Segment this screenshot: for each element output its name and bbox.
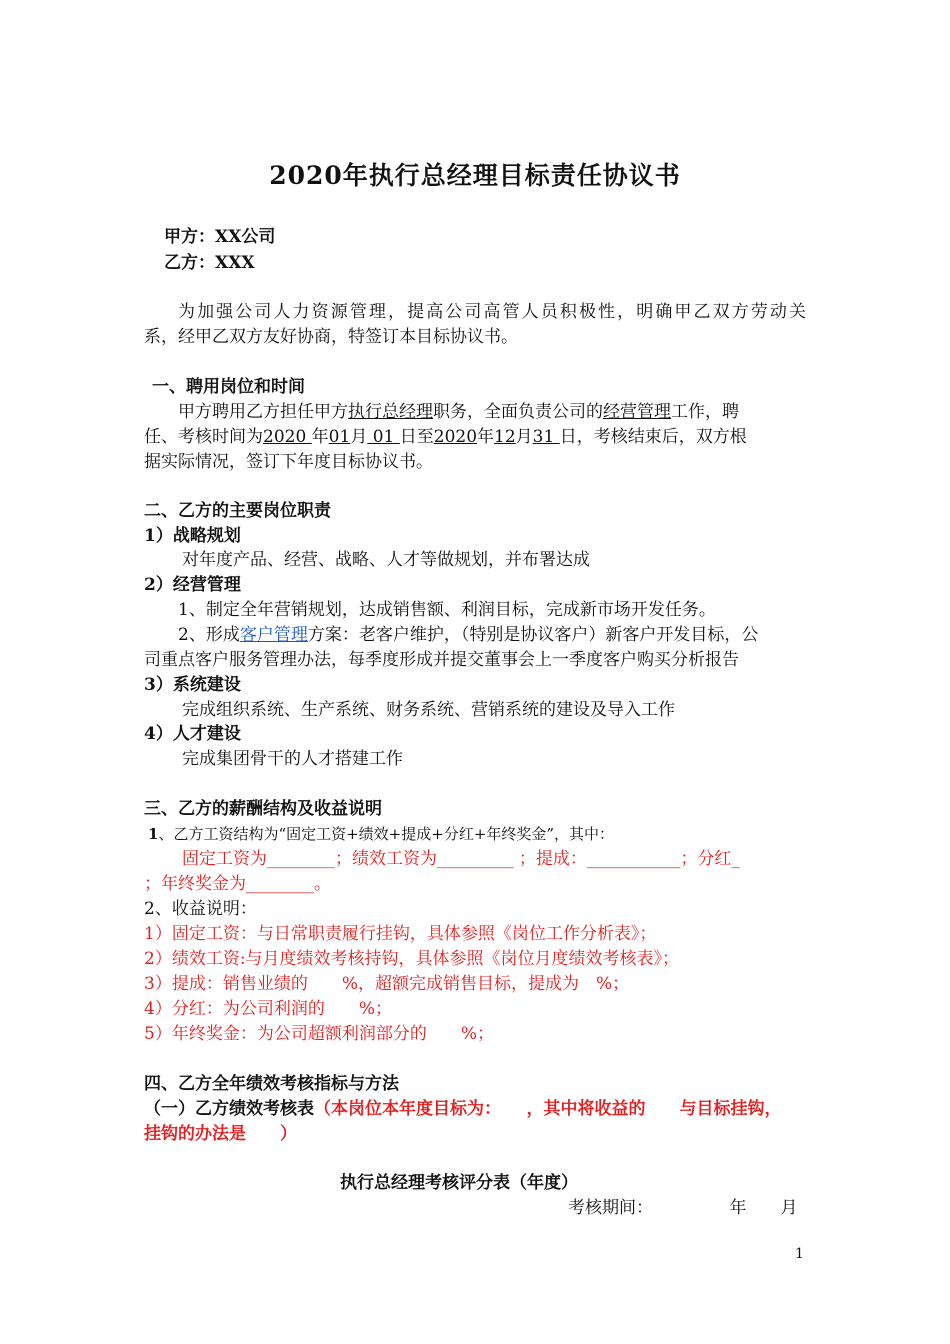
text: （一）乙方绩效考核表 [144,1099,314,1119]
section-1-line-2 [144,424,747,450]
assessment-period: 考核期间： 年 月 [568,1198,798,1218]
scope-name: 经营管理 [603,402,671,422]
duty-3-title: 3）系统建设 [144,675,241,695]
section-1-line-3: 据实际情况，签订下年度目标协议书。 [144,452,433,472]
text: 方案：老客户维护，（特别是协议客户）新客户开发目标，公 [307,625,759,645]
income-heading: 2、收益说明： [144,899,257,919]
income-item-5: 5）年终奖金：为公司超额利润部分的 %； [144,1024,494,1044]
duty-1-title: 1）战略规划 [144,526,241,546]
income-item-2: 2）绩效工资:与月度绩效考核持钩，具体参照《岗位月度绩效考核表》； [144,949,680,969]
end-month: 12 [494,427,516,447]
duty-2-text-2 [178,622,758,648]
text: 年 [477,427,495,447]
start-day: 01 [367,427,400,447]
section-3-heading: 三、乙方的薪酬结构及收益说明 [144,799,382,819]
end-year: 2020 [433,427,478,447]
document-title: 2020年执行总经理目标责任协议书 [269,161,681,190]
text: 1 [148,825,159,843]
text: 月 [515,427,533,447]
text: 职务，全面负责公司的 [433,402,603,422]
party-a: 甲方：XX公司 [164,227,276,247]
salary-fill-line-2: ；年终奖金为________。 [144,874,331,894]
salary-structure [148,821,614,847]
section-2-heading: 二、乙方的主要岗位职责 [144,501,331,521]
text: 月 [350,427,368,447]
table-title: 执行总经理考核评分表（年度） [340,1173,578,1193]
duty-2-text-3: 司重点客户服务管理办法，每季度形成并提交董事会上一季度客户购买分析报告 [144,650,739,670]
text: 甲方聘用乙方担任甲方 [178,402,348,422]
section-1-line-1 [178,399,739,425]
text: 年 [311,427,329,447]
income-item-4: 4）分红：为公司利润的 %； [144,999,392,1019]
text: 2、形成 [178,625,240,645]
text: 任、考核时间为 [144,427,263,447]
start-year: 2020 [263,427,312,447]
income-item-3: 3）提成：销售业绩的 %，超额完成销售目标，提成为 %； [144,974,630,994]
section-4-heading: 四、乙方全年绩效考核指标与方法 [144,1074,399,1094]
intro-line-1: 为加强公司人力资源管理，提高公司高管人员积极性，明确甲乙双方劳动关 [178,302,806,322]
end-day: 31 [532,427,560,447]
customer-management-link[interactable]: 客户管理 [239,625,308,645]
duty-2-text-1: 1、制定全年营销规划，达成销售额、利润目标，完成新市场开发任务。 [178,600,716,620]
party-b: 乙方：XXX [164,253,255,273]
target-note-line-2: 挂钩的办法是 ） [144,1124,297,1144]
duty-2-title: 2）经营管理 [144,575,241,595]
text: 日，考核结束后，双方根 [559,427,747,447]
duty-3-text: 完成组织系统、生产系统、财务系统、营销系统的建设及导入工作 [182,700,675,720]
salary-fill-line-1: 固定工资为________；绩效工资为_________ ；提成：___________；分红_ [182,849,740,869]
intro-line-2: 系，经甲乙双方友好协商，特签订本目标协议书。 [144,327,518,347]
position-name: 执行总经理 [348,402,433,422]
text: 、乙方工资结构为“固定工资+绩效+提成+分红+年终奖金”，其中： [158,825,615,843]
income-item-1: 1）固定工资：与日常职责履行挂钩，具体参照《岗位工作分析表》； [144,924,657,944]
text: 工作，聘 [671,402,739,422]
duty-4-title: 4）人才建设 [144,724,241,744]
page-number: 1 [795,1246,804,1262]
start-month: 01 [328,427,351,447]
section-1-heading: 一、聘用岗位和时间 [152,377,305,397]
text: 日至 [399,427,434,447]
target-note: （本岗位本年度目标为： ，其中将收益的 与目标挂钩， [314,1099,782,1119]
section-4-subheading [144,1096,782,1122]
duty-1-text: 对年度产品、经营、战略、人才等做规划，并布署达成 [182,550,590,570]
duty-4-text: 完成集团骨干的人才搭建工作 [182,749,403,769]
